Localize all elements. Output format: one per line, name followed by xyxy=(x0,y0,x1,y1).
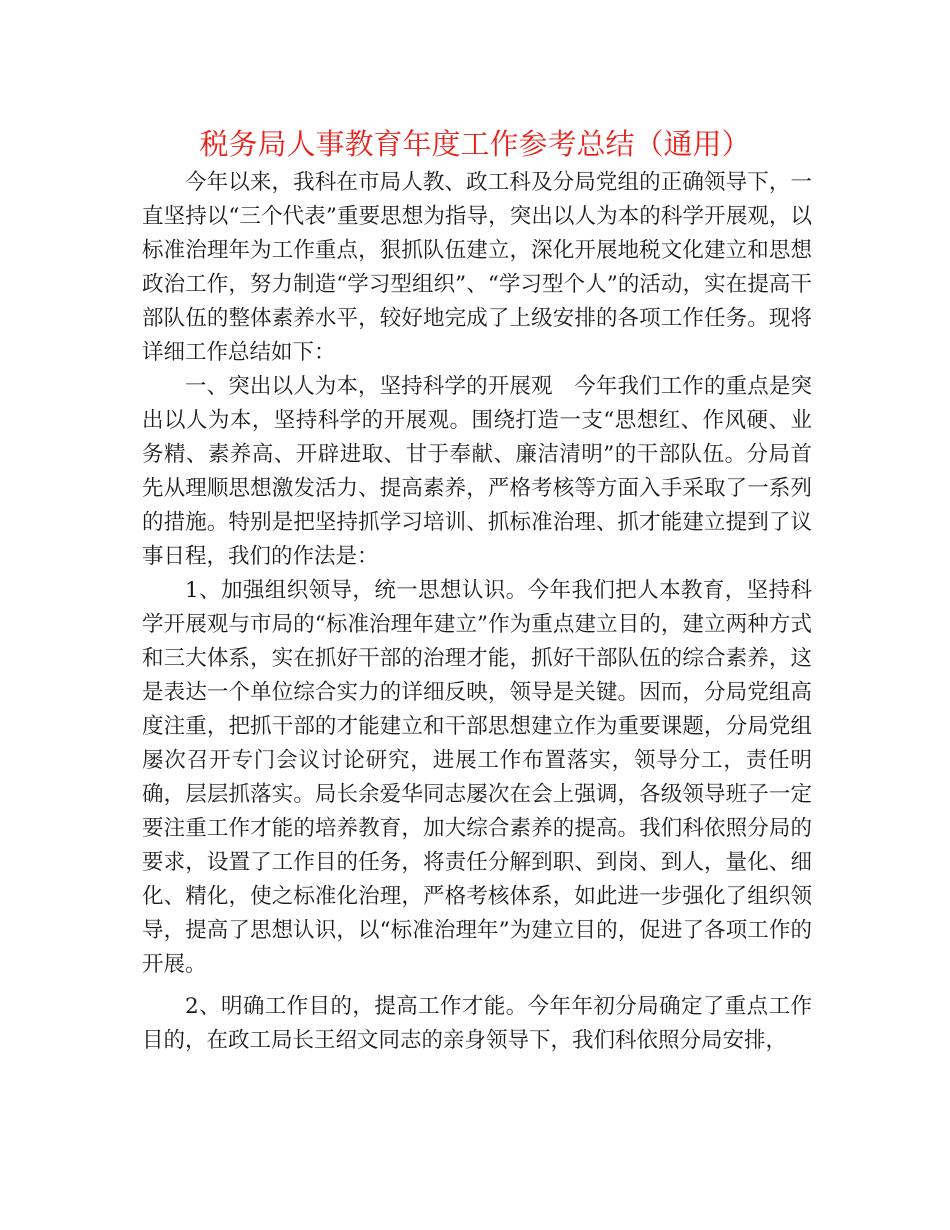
paragraph-intro: 今年以来，我科在市局人教、政工科及分局党组的正确领导下，一直坚持以“三个代表”重要思想为指导，突出以人为本的科学开展观，以标准治理年为工作重点，狠抓队伍建立，深化开展地税文化建立和思想政治工作，努力制造“学习型组织”、“学习型个人”的活动，实在提高干部队伍的整体素养水平，较好地完成了上级安排的各项工作任务。现将详细工作总结如下： xyxy=(142,170,812,365)
document-body xyxy=(142,166,812,1058)
paragraph-item-2: 2、明确工作目的，提高工作才能。今年年初分局确定了重点工作目的，在政工局长王绍文同志的亲身领导下，我们科依照分局安排， xyxy=(142,994,812,1053)
paragraph-section-1: 一、突出以人为本，坚持科学的开展观 今年我们工作的重点是突出以人为本，坚持科学的开展观。围绕打造一支“思想红、作风硬、业务精、素养高、开辟进取、甘于奉献、廉洁清明”的干部队伍。分局首先从理顺思想激发活力、提高素养，严格考核等方面入手采取了一系列的措施。特别是把坚持抓学习培训、抓标准治理、抓才能建立提到了议事日程，我们的作法是： xyxy=(142,374,812,569)
document-title: 税务局人事教育年度工作参考总结（通用） xyxy=(199,127,751,161)
paragraph-item-1: 1、加强组织领导，统一思想认识。今年我们把人本教育，坚持科学开展观与市局的“标准治理年建立”作为重点建立目的，建立两种方式和三大体系，实在抓好干部的治理才能，抓好干部队伍的综合素养，这是表达一个单位综合实力的详细反映，领导是关键。因而，分局党组高度注重，把抓干部的才能建立和干部思想建立作为重要课题，分局党组屡次召开专门会议讨论研究，进展工作布置落实，领导分工，责任明确，层层抓落实。局长余爱华同志屡次在会上强调，各级领导班子一定要注重工作才能的培养教育，加大综合素养的提高。我们科依照分局的要求，设置了工作目的任务，将责任分解到职、到岗、到人，量化、细化、精化，使之标准化治理，严格考核体系，如此进一步强化了组织领导，提高了思想认识，以“标准治理年”为建立目的，促进了各项工作的开展。 xyxy=(142,578,812,977)
